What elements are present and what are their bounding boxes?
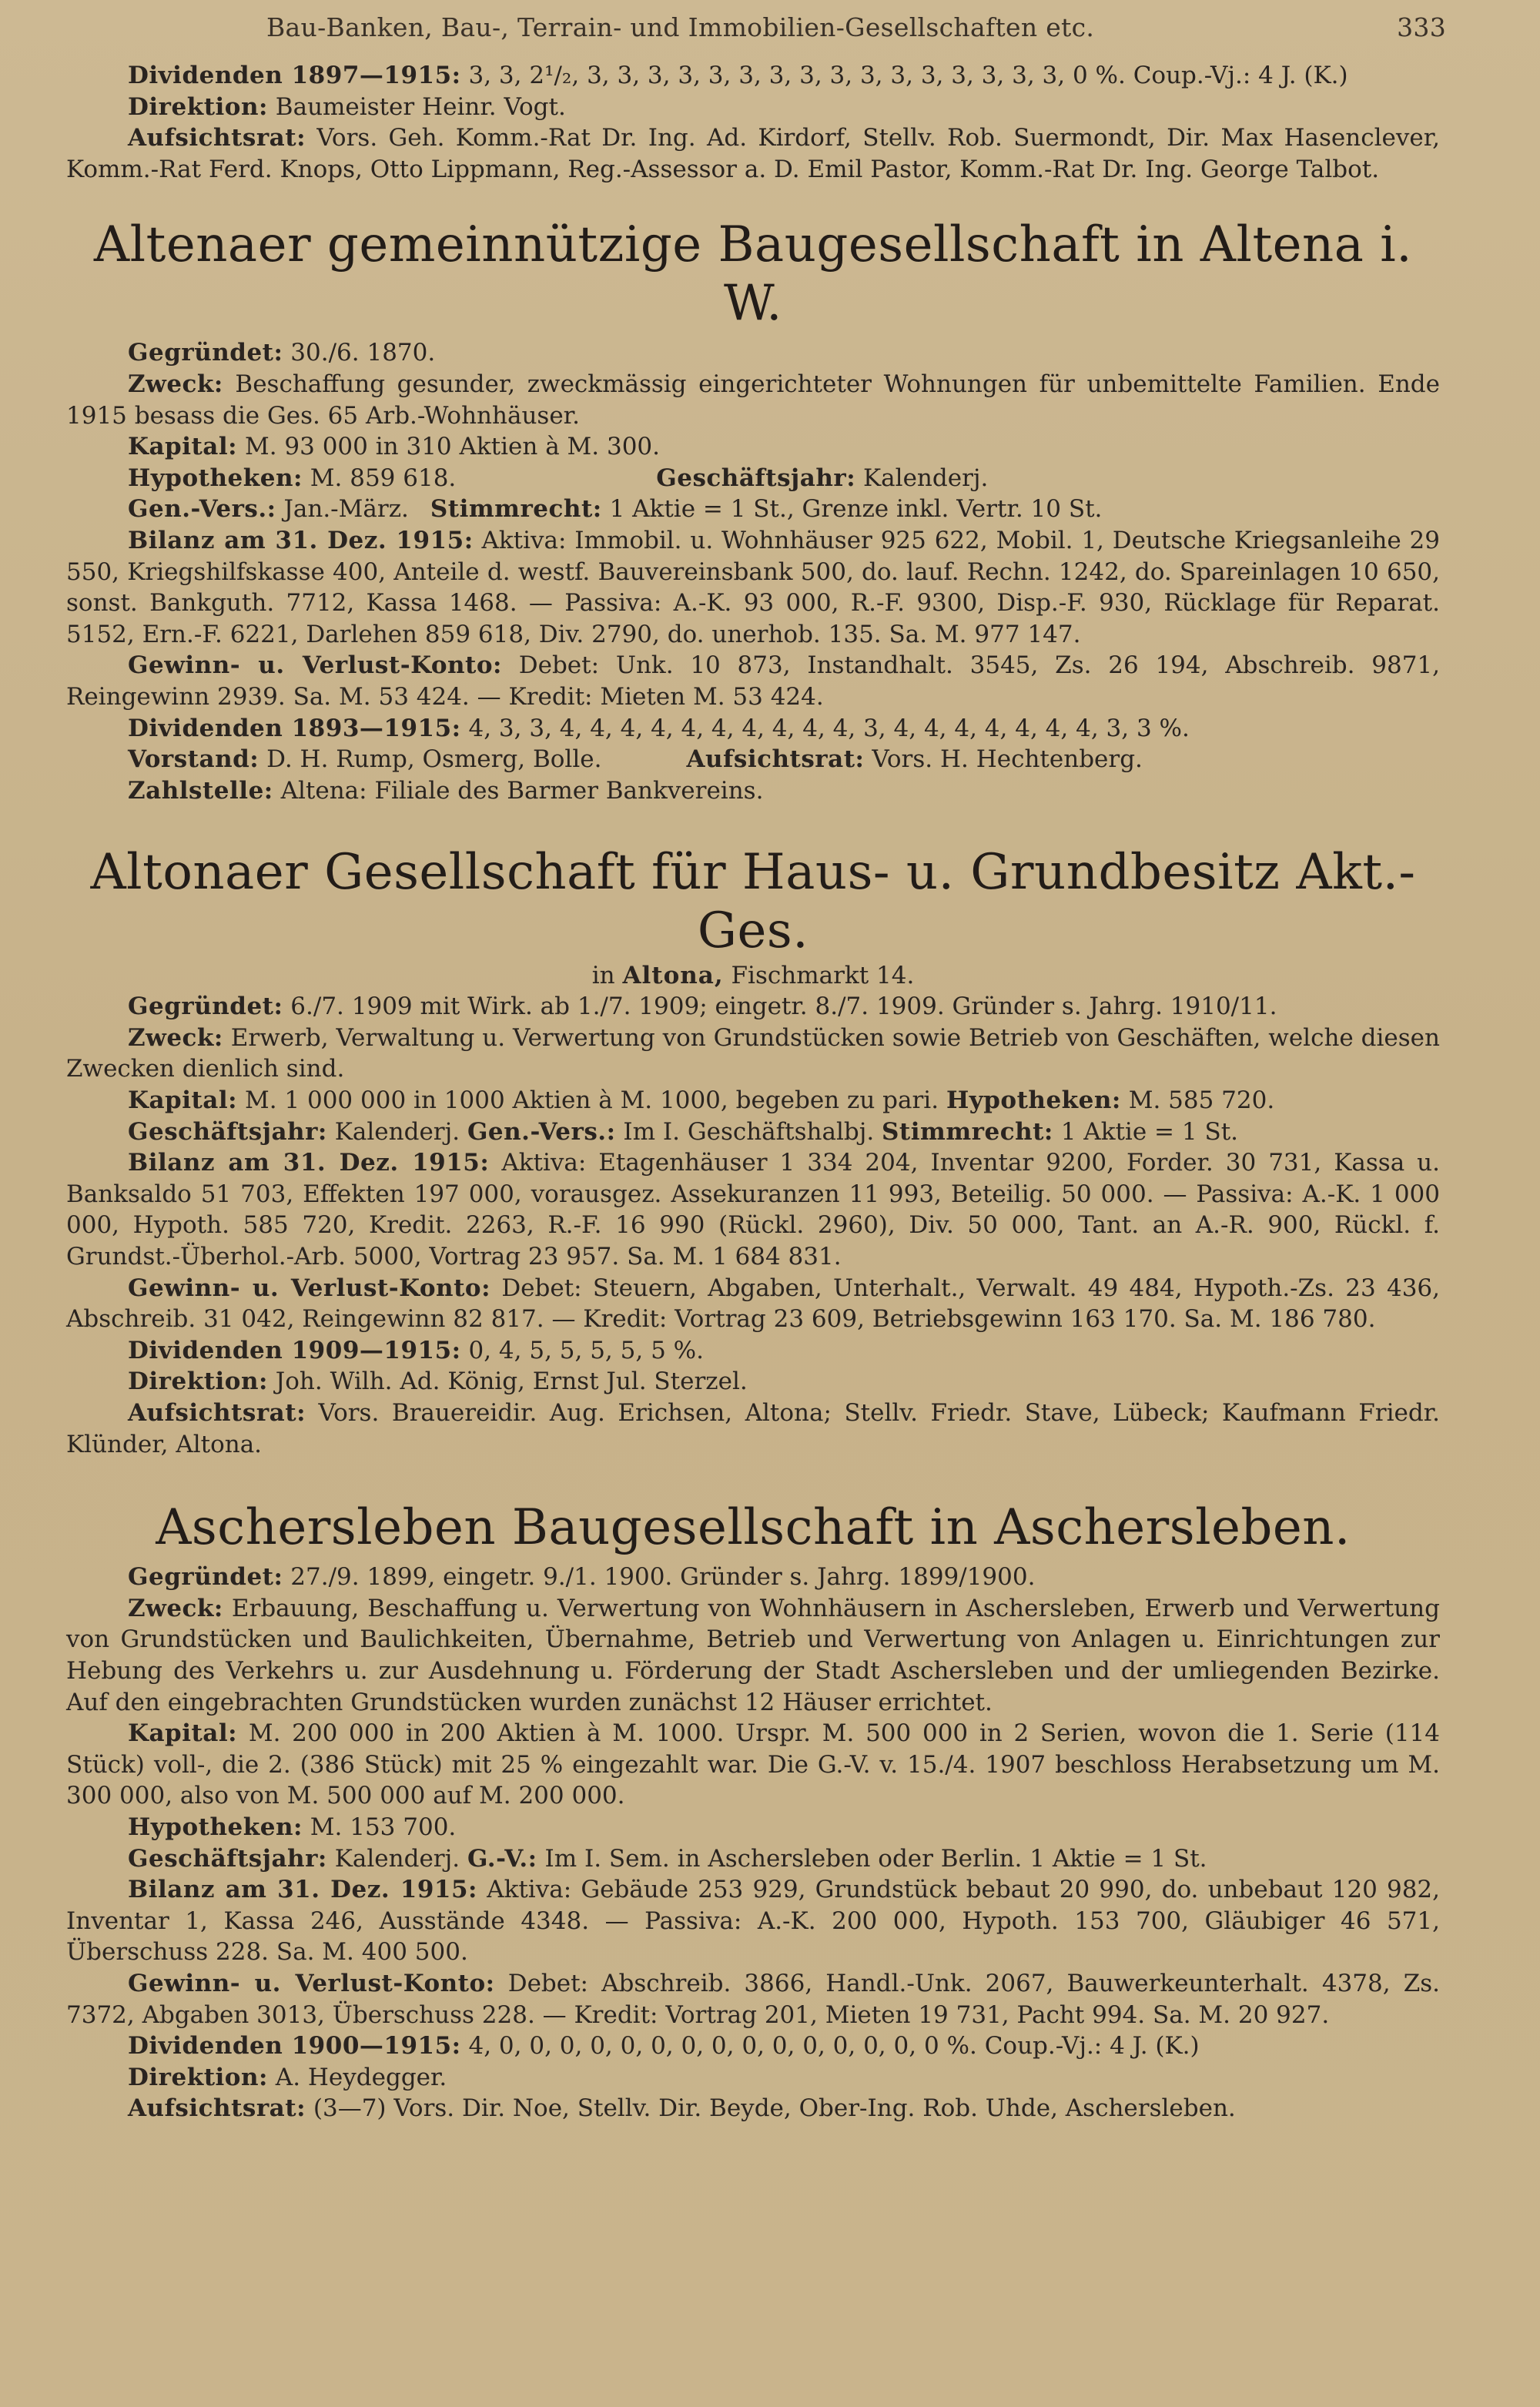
capital-paragraph: Kapital: M. 93 000 in 310 Aktien à M. 300. — [128, 433, 661, 461]
fiscal-year-paragraph: Geschäftsjahr: Kalenderj. G.-V.: Im I. Sem. in Aschersleben oder Berlin. 1 Aktie = 1 St. — [128, 1844, 1207, 1873]
profit-loss-paragraph: Gewinn- u. Verlust-Konto: Debet: Abschreib. 3866, Handl.-Unk. 2067, Bauwerkeunterhalt. 4378, Zs. 7372, Abgaben 3013, Überschuss 228. — Kredit: Vortrag 201, Mieten 19 731, Pacht 994. Sa. M. 20 927. — [66, 1969, 1440, 2029]
paying-agent-paragraph: Zahlstelle: Altena: Filiale des Barmer Bankvereins. — [128, 776, 764, 805]
purpose-paragraph: Zweck: Erwerb, Verwaltung u. Verwertung von Grundstücken sowie Betrieb von Geschäften, welche diesen Zwecken dienlich sind. — [66, 1023, 1440, 1083]
profit-loss-paragraph: Gewinn- u. Verlust-Konto: Debet: Steuern, Abgaben, Unterhalt., Verwalt. 49 484, Hypoth.-Zs. 23 436, Abschreib. 31 042, Reingewinn 82 817. — Kredit: Vortrag 23 609, Betriebsgewinn 163 170. Sa. M. 186 780. — [66, 1274, 1440, 1334]
company-entry-altona — [66, 843, 1440, 1460]
purpose-paragraph: Zweck: Beschaffung gesunder, zweckmässig eingerichteter Wohnungen für unbemittelte Familien. Ende 1915 besass die Ges. 65 Arb.-Wohnhäuser. — [66, 370, 1440, 430]
company-entry-altena — [66, 216, 1440, 806]
fiscal-year-paragraph: Geschäftsjahr: Kalenderj. Gen.-Vers.: Im I. Geschäftshalbj. Stimmrecht: 1 Aktie = 1 St. — [128, 1117, 1239, 1146]
page-number: 333 — [1397, 12, 1446, 42]
management-paragraph: Vorstand: D. H. Rump, Osmerg, Bolle. Aufsichtsrat: Vors. H. Hechtenberg. — [128, 745, 1143, 774]
company-address: in Altona, Fischmarkt 14. — [591, 962, 915, 990]
supervisory-board-paragraph: Aufsichtsrat: Vors. Brauereidir. Aug. Erichsen, Altona; Stellv. Friedr. Stave, Lübeck; Kaufmann Friedr. Klünder, Altona. — [66, 1399, 1440, 1458]
founded-paragraph: Gegründet: 6./7. 1909 mit Wirk. ab 1./7. 1909; eingetr. 8./7. 1909. Gründer s. Jahrg. 1910/11. — [128, 993, 1277, 1021]
dividends-paragraph: Dividenden 1897—1915: 3, 3, 2¹/₂, 3, 3, 3, 3, 3, 3, 3, 3, 3, 3, 3, 3, 3, 3, 3, 3, 0 %. Coup.-Vj.: 4 J. (K.) — [128, 62, 1348, 89]
running-header — [66, 9, 1446, 43]
mortgage-paragraph: Hypotheken: M. 859 618. Geschäftsjahr: Kalenderj. — [128, 464, 989, 492]
board-paragraph: Direktion: Baumeister Heinr. Vogt. — [128, 92, 566, 121]
founded-paragraph: Gegründet: 27./9. 1899, eingetr. 9./1. 1900. Gründer s. Jahrg. 1899/1900. — [128, 1563, 1036, 1592]
general-meeting-paragraph: Gen.-Vers.: Jan.-März. Stimmrecht: 1 Aktie = 1 St., Grenze inkl. Vertr. 10 St. — [128, 495, 1103, 524]
company-title: Altonaer Gesellschaft für Haus- u. Grundbesitz Akt.-Ges. — [90, 844, 1416, 960]
capital-paragraph: Kapital: M. 1 000 000 in 1000 Aktien à M. 1000, begeben zu pari. Hypotheken: M. 585 720. — [128, 1086, 1275, 1115]
capital-paragraph: Kapital: M. 200 000 in 200 Aktien à M. 1000. Urspr. M. 500 000 in 2 Serien, wovon die 1. Serie (114 Stück) voll-, die 2. (386 Stück) mit 25 % eingezahlt war. Die G.-V. v. 15./4. 1907 beschloss Herabsetzung um M. 300 000, also von M. 500 000 auf M. 200 000. — [66, 1719, 1440, 1810]
supervisory-board-paragraph: Aufsichtsrat: Vors. Geh. Komm.-Rat Dr. Ing. Ad. Kirdorf, Stellv. Rob. Suermondt, Dir. Max Hasenclever, Komm.-Rat Ferd. Knops, Otto Lippmann, Reg.-Assessor a. D. Emil Pastor, Komm.-Rat Dr. Ing. George Talbot. — [66, 124, 1440, 183]
company-title: Altenaer gemeinnützige Baugesellschaft in Altena i. W. — [93, 216, 1413, 333]
dividends-paragraph: Dividenden 1893—1915: 4, 3, 3, 4, 4, 4, 4, 4, 4, 4, 4, 4, 4, 3, 4, 4, 4, 4, 4, 4, 4, 3, 3 %. — [128, 714, 1190, 742]
balance-paragraph: Bilanz am 31. Dez. 1915: Aktiva: Immobil. u. Wohnhäuser 925 622, Mobil. 1, Deutsche Kriegsanleihe 29 550, Kriegshilfskasse 400, Anteile d. westf. Bauvereinsbank 500, do. lauf. Rechn. 1242, do. Spareinlagen 10 650, sonst. Bankguth. 7712, Kassa 1468. — Passiva: A.-K. 93 000, R.-F. 9300, Disp.-F. 930, Rücklage für Reparat. 5152, Ern.-F. 6221, Darlehen 859 618, Div. 2790, do. unerhob. 135. Sa. M. 977 147. — [66, 526, 1440, 648]
dividends-paragraph: Dividenden 1900—1915: 4, 0, 0, 0, 0, 0, 0, 0, 0, 0, 0, 0, 0, 0, 0, 0 %. Coup.-Vj.: 4 J. (K.) — [128, 2032, 1200, 2061]
previous-entry-continuation — [66, 60, 1440, 185]
balance-paragraph: Bilanz am 31. Dez. 1915: Aktiva: Etagenhäuser 1 334 204, Inventar 9200, Forder. 30 731, Kassa u. Banksaldo 51 703, Effekten 197 000, vorausgez. Assekuranzen 11 993, Beteilig. 50 000. — Passiva: A.-K. 1 000 000, Hypoth. 585 720, Kredit. 2263, R.-F. 16 990 (Rückl. 2960), Div. 50 000, Tant. an A.-R. 900, Rückl. f. Grundst.-Überhol.-Arb. 5000, Vortrag 23 957. Sa. M. 1 684 831. — [66, 1149, 1440, 1271]
company-title: Aschersleben Baugesellschaft in Aschersleben. — [156, 1499, 1351, 1557]
supervisory-board-paragraph: Aufsichtsrat: (3—7) Vors. Dir. Noe, Stellv. Dir. Beyde, Ober-Ing. Rob. Uhde, Aschersleben. — [128, 2094, 1236, 2123]
company-entry-aschersleben — [66, 1498, 1440, 2124]
purpose-paragraph: Zweck: Erbauung, Beschaffung u. Verwertung von Wohnhäusern in Aschersleben, Erwerb und Verwertung von Grundstücken und Baulichkeiten, Übernahme, Betrieb und Verwertung von Anlagen u. Einrichtungen zur Hebung des Verkehrs u. zur Ausdehnung u. Förderung der Stadt Aschersleben und der umliegenden Bezirke. Auf den eingebrachten Grundstücken wurden zunächst 12 Häuser errichtet. — [66, 1594, 1440, 1716]
balance-paragraph: Bilanz am 31. Dez. 1915: Aktiva: Gebäude 253 929, Grundstück bebaut 20 990, do. unbebaut 120 982, Inventar 1, Kassa 246, Ausstände 4348. — Passiva: A.-K. 200 000, Hypoth. 153 700, Gläubiger 46 571, Überschuss 228. Sa. M. 400 500. — [66, 1876, 1441, 1967]
management-paragraph: Direktion: A. Heydegger. — [128, 2063, 447, 2091]
profit-loss-paragraph: Gewinn- u. Verlust-Konto: Debet: Unk. 10 873, Instandhalt. 3545, Zs. 26 194, Abschreib. 9871, Reingewinn 2939. Sa. M. 53 424. — Kredit: Mieten M. 53 424. — [66, 651, 1440, 711]
mortgage-paragraph: Hypotheken: M. 153 700. — [128, 1813, 457, 1841]
running-header-title: Bau-Banken, Bau-, Terrain- und Immobilien-Gesellschaften etc. — [266, 12, 1095, 42]
management-paragraph: Direktion: Joh. Wilh. Ad. König, Ernst Jul. Sterzel. — [128, 1368, 748, 1396]
founded-paragraph: Gegründet: 30./6. 1870. — [128, 339, 436, 367]
dividends-paragraph: Dividenden 1909—1915: 0, 4, 5, 5, 5, 5, 5 %. — [128, 1336, 704, 1364]
